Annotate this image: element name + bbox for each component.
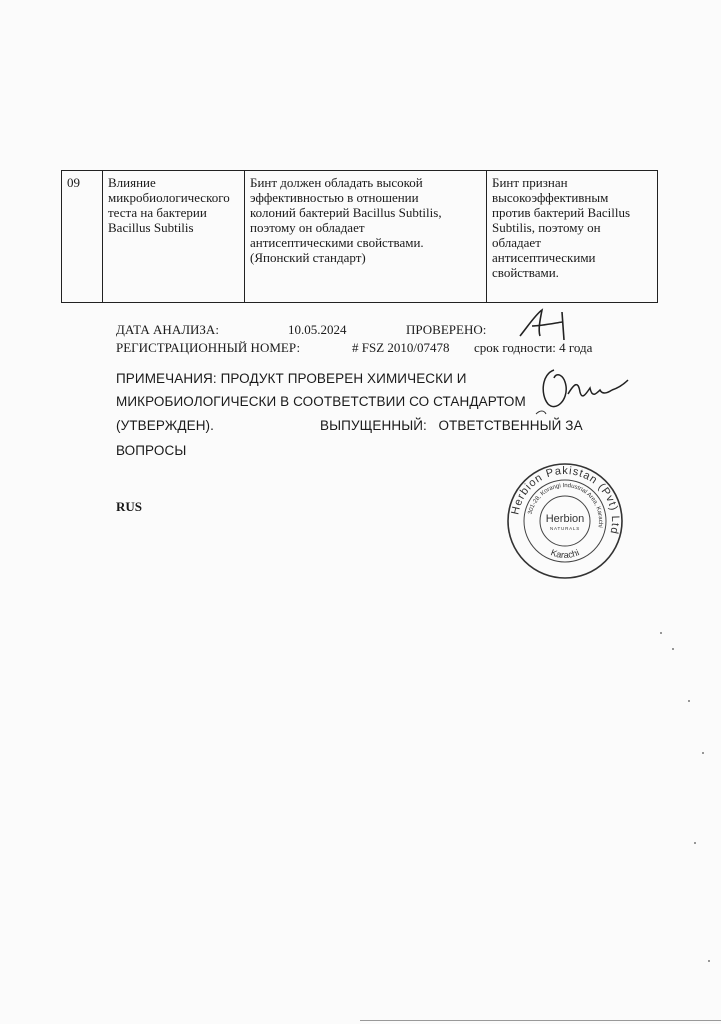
notes-line-4: ВОПРОСЫ	[116, 443, 187, 458]
requirement-line: Бинт должен обладать высокой	[250, 175, 423, 190]
requirement-line: колоний бактерий Bacillus Subtilis,	[250, 205, 442, 220]
stamp-inner-text: 301-28, Korangi Industrial Area, Karachi	[527, 482, 604, 529]
scan-speck	[672, 648, 674, 650]
result-line: против бактерий Bacillus	[492, 205, 631, 220]
requirement-cell	[245, 171, 487, 303]
requirement-line: антисептическими свойствами.	[250, 235, 424, 250]
scan-speck	[708, 960, 710, 962]
requirement-line: эффективностью в отношении	[250, 190, 419, 205]
requirement-line: (Японский стандарт)	[250, 250, 366, 265]
stamp-center-brand: Herbion	[545, 513, 585, 525]
shelf-life: срок годности: 4 года	[474, 340, 593, 355]
analysis-date-value: 10.05.2024	[288, 322, 347, 337]
table-row	[62, 171, 658, 303]
scan-speck	[688, 700, 690, 702]
analysis-date-label: ДАТА АНАЛИЗА:	[116, 322, 219, 337]
test-line: микробиологического	[108, 190, 230, 205]
svg-text:Karachi	[549, 547, 580, 560]
result-line: обладает	[492, 235, 541, 250]
scan-edge-line	[360, 1020, 721, 1021]
test-name-cell	[103, 171, 245, 303]
notes-line-3-right: ВЫПУЩЕННЫЙ: ОТВЕТСТВЕННЫЙ ЗА	[320, 418, 583, 433]
stamp-center-sub: NATURALS	[549, 526, 581, 531]
notes-line-3-left: (УТВЕРЖДЕН).	[116, 418, 214, 433]
result-line: Бинт признан	[492, 175, 568, 190]
checked-label: ПРОВЕРЕНО:	[406, 322, 487, 337]
test-line: Влияние	[108, 175, 156, 190]
result-cell	[487, 171, 658, 303]
scan-speck	[702, 752, 704, 754]
test-line: теста на бактерии	[108, 205, 207, 220]
results-table	[61, 170, 658, 303]
registration-label: РЕГИСТРАЦИОННЫЙ НОМЕР:	[116, 340, 301, 355]
notes-line-2: МИКРОБИОЛОГИЧЕСКИ В СООТВЕТСТВИИ СО СТАНДАРТОМ	[116, 394, 526, 409]
company-stamp	[506, 462, 624, 580]
notes-line-1: ПРИМЕЧАНИЯ: ПРОДУКТ ПРОВЕРЕН ХИМИЧЕСКИ И	[116, 371, 467, 386]
registration-value: # FSZ 2010/07478	[352, 340, 450, 355]
requirement-line: поэтому он обладает	[250, 220, 365, 235]
result-line: антисептическими	[492, 250, 596, 265]
test-line: Bacillus Subtilis	[108, 220, 194, 235]
result-line: свойствами.	[492, 265, 559, 280]
result-line: Subtilis, поэтому он	[492, 220, 601, 235]
result-line: высокоэффективным	[492, 190, 609, 205]
row-number: 09	[62, 171, 103, 303]
language-code: RUS	[116, 499, 143, 514]
stamp-outer-text: Herbion Pakistan (Pvt) Ltd	[509, 464, 622, 536]
scan-speck	[660, 632, 662, 634]
scan-speck	[694, 842, 696, 844]
stamp-bottom-text: Karachi	[549, 547, 581, 561]
